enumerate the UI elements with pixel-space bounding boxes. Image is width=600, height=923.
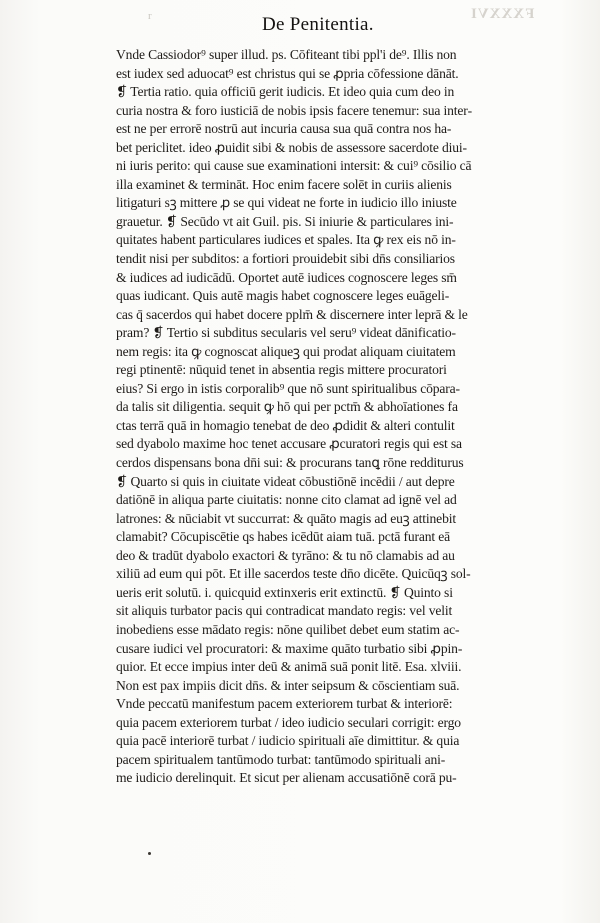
text-line: pacem spiritualem tantūmodo turbat: tantūmodo spirituali ani‑ [116,751,446,767]
text-line: tendit nisi per subditos: a fortiori prouidebit sibi dn̄s consiliarios [116,251,455,267]
text-block [116,46,582,788]
text-line: pram? ❡ Tertio si subditus secularis vel seru⁹ videat dānificatio‑ [116,325,456,341]
text-line: Non est pax impiis dicit dn̄s. & inter seipsum & cōscientiam suā. [116,677,460,693]
text-line: illa examinet & termināt. Hoc enim facere solēt in curiis alienis [116,176,452,192]
text-line: quior. Et ecce impius inter deū & animā suā ponit litē. Esa. xlviii. [116,659,462,675]
bleed-mark: r [148,10,152,22]
text-line: curia nostra & foro iusticiā de nobis ipsis facere tenemur: sua inter‑ [116,102,473,118]
text-line: regi ptinentē: nūquid tenet in absentia regis mittere procuratori [116,362,447,378]
text-line: est ne per errorē nostrū aut incuria causa sua quā contra nos ha‑ [116,121,452,137]
text-line: sit aliquis turbator pacis qui contradicat mandato regis: vel velit [116,603,453,619]
text-line: cerdos dispensans bona dn̄i sui: & procurans tanꝗ rōne redditurus [116,455,464,471]
text-line: quia pacem exteriorem turbat / ideo iudicio seculari corrigit: ergo [116,714,461,730]
text-line: ctas terrā quā in homagio tenebat de deo ꝓdidit & alteri contulit [116,417,455,433]
text-line: Vnde Cassiodor⁹ super illud. ps. Cōfiteant tibi ppl'i de⁹. Illis non [116,47,457,62]
text-line: quitates habent particulares iudices et spales. Ita ꝙ rex eis nō in‑ [116,232,456,248]
running-title: De Penitentia. [262,14,374,35]
text-line: cas q̄ sacerdos qui habet docere pplm̄ & discernere inter leprā & le [116,306,468,322]
text-line: & iudices ad iudicādū. Oportet autē iudices cognoscere leges sm̄ [116,269,457,285]
text-line: latrones: & nūciabit vt succurrat: & quāto magis ad euꝫ attinebit [116,510,456,526]
text-line: cusare iudici vel procuratori: & maxime quāto turbatio sibi ꝓpin‑ [116,640,463,656]
text-line: est iudex sed aduocat⁹ est christus qui se ꝓpria cōfessione dānāt. [116,65,459,81]
text-line: ni iuris perito: qui cause sue examinationi intersit: & cui⁹ cōsilio cā [116,158,472,174]
text-line: nem regis: ita ꝙ cognoscat aliqueꝫ qui prodat aliquam ciuitatem [116,343,456,359]
text-line: Vnde peccatū manifestum pacem exteriorem turbat & interiorē: [116,696,453,712]
text-line: bet periclitet. ideo ꝓuidit sibi & nobis de assessore sacerdote diui‑ [116,139,467,155]
text-line: deo & tradūt dyabolo exactori & tyrāno: & tu nō clamabis ad au [116,547,455,563]
text-line: sed dyabolo maxime hoc tenet accusare ꝓcuratori regis qui est sa [116,436,462,452]
text-line: datiōnē in aliqua parte ciuitatis: nonne cito clamat ad ignē vel ad [116,492,457,508]
text-line: quia pacē interiorē turbat / iudicio spirituali aīe dimittitur. & quia [116,733,460,749]
ink-dot [148,852,151,855]
text-line: litigaturi sꝫ mittere ꝓ se qui videat ne forte in iudicio illo iniuste [116,195,457,211]
text-line: ❡ Tertia ratio. quia officiū gerit iudicis. Et ideo quia cum deo in [116,84,455,100]
text-line: eius? Si ergo in istis corporalib⁹ que nō sunt spiritualibus cōpara‑ [116,380,460,396]
text-line: inobediens esse mādato regis: nōne quilibet debet eum statim ac‑ [116,621,460,637]
text-line: grauetur. ❡ Secūdo vt ait Guil. pis. Si iniurie & particulares ini‑ [116,213,454,229]
text-line: ueris erit solutū. i. quicquid extinxeris erit extinctū. ❡ Quinto si [116,584,453,600]
text-line: quas iudicant. Quis autē magis habet cognoscere leges euāgeli‑ [116,288,450,304]
text-line: da talis sit diligentia. sequit ꝙ hō qui per pctm̄ & abhoīationes fa [116,399,458,415]
text-line: ❡ Quarto si quis in ciuitate videat cōbustiōnē incēdii / aut depre [116,473,455,489]
text-line: clamabit? Cōcupiscētie qs habes icēdūt aiam tuā. pctā furant eā [116,529,451,545]
text-line: me iudicio derelinquit. Et sicut per alienam accusatiōnē corā pu‑ [116,770,457,786]
show-through-ink: FXXXVI [470,6,535,22]
text-line: xiliū ad eum qui pōt. Et ille sacerdos teste dn̄o dicēte. Quicūqꝫ sol‑ [116,566,471,582]
